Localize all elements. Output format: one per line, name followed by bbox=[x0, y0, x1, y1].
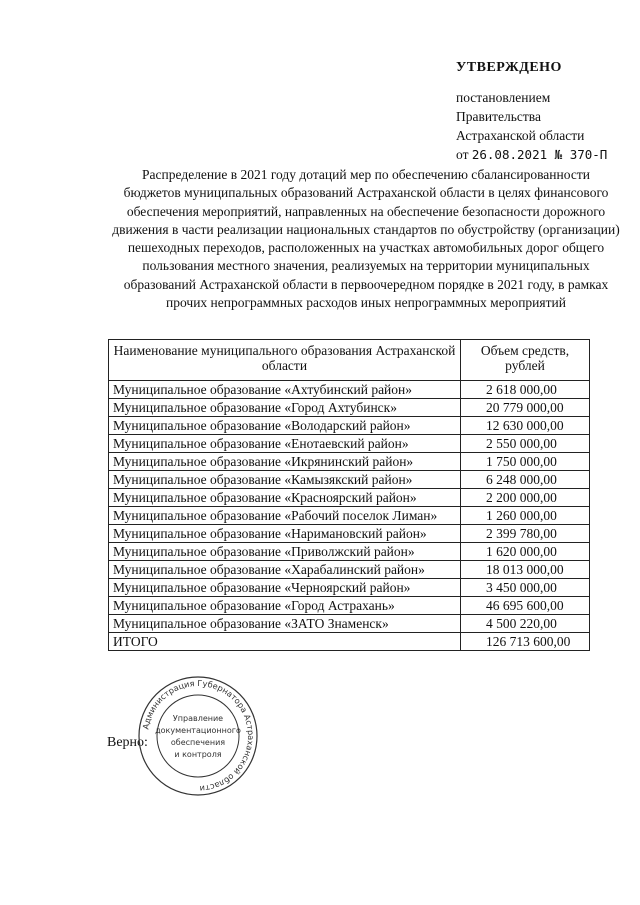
table-row bbox=[109, 561, 590, 579]
row-amount: 6 248 000,00 bbox=[461, 471, 590, 489]
approval-number-sign: № bbox=[547, 147, 570, 162]
row-amount: 20 779 000,00 bbox=[461, 399, 590, 417]
document-title: Распределение в 2021 году дотаций мер по обеспечению сбалансированности бюджетов муниципальных образований Астраханской области в целях финансового обеспечения мероприятий, направленных на обеспечение безопасности дорожного движения в части реализации национальных стандартов по обустройству (организации) пешеходных переходов, расположенных на участках автомобильных дорог общего пользования местного значения, реализуемых на территории муниципальных образований Астраханской области в первоочередном порядке в 2021 году, в рамках прочих непрограммных расходов иных непрограммных мероприятий bbox=[112, 167, 620, 311]
row-amount: 46 695 600,00 bbox=[461, 597, 590, 615]
row-amount: 3 450 000,00 bbox=[461, 579, 590, 597]
approval-number: 370-П bbox=[569, 147, 608, 162]
stamp-seal bbox=[137, 675, 259, 797]
table-row bbox=[109, 597, 590, 615]
row-name: Муниципальное образование «Рабочий поселок Лиман» bbox=[109, 507, 461, 525]
approval-heading: УТВЕРЖДЕНО bbox=[456, 60, 562, 75]
verno-label: Верно: bbox=[107, 735, 148, 750]
stamp-inner-line-3: обеспечения bbox=[170, 738, 226, 747]
table-row bbox=[109, 471, 590, 489]
row-amount: 12 630 000,00 bbox=[461, 417, 590, 435]
row-name: Муниципальное образование «Наримановский район» bbox=[109, 525, 461, 543]
table-row bbox=[109, 525, 590, 543]
approval-block bbox=[456, 58, 607, 164]
stamp-inner-line-2: документационного bbox=[155, 726, 241, 735]
row-amount: 18 013 000,00 bbox=[461, 561, 590, 579]
row-amount: 2 618 000,00 bbox=[461, 381, 590, 399]
row-amount: 2 550 000,00 bbox=[461, 435, 590, 453]
row-name: Муниципальное образование «Харабалинский район» bbox=[109, 561, 461, 579]
approval-date-line bbox=[456, 145, 607, 164]
approval-line-1: постановлением bbox=[456, 90, 551, 105]
row-amount: 1 260 000,00 bbox=[461, 507, 590, 525]
table-row bbox=[109, 453, 590, 471]
total-label: ИТОГО bbox=[109, 633, 461, 651]
row-amount: 1 750 000,00 bbox=[461, 453, 590, 471]
row-amount: 4 500 220,00 bbox=[461, 615, 590, 633]
stamp-inner-line-4: и контроля bbox=[174, 750, 222, 759]
row-name: Муниципальное образование «Город Ахтубинск» bbox=[109, 399, 461, 417]
row-name: Муниципальное образование «Икрянинский район» bbox=[109, 453, 461, 471]
row-name: Муниципальное образование «Красноярский район» bbox=[109, 489, 461, 507]
table-row bbox=[109, 543, 590, 561]
header-amount: Объем средств, рублей bbox=[461, 340, 590, 381]
approval-date: 26.08.2021 bbox=[471, 147, 548, 162]
row-amount: 2 399 780,00 bbox=[461, 525, 590, 543]
row-name: Муниципальное образование «Камызякский район» bbox=[109, 471, 461, 489]
approval-line-2: Правительства bbox=[456, 109, 541, 124]
stamp-ring-text: Администрация Губернатора Астраханской области bbox=[140, 677, 257, 795]
approval-line-3: Астраханской области bbox=[456, 128, 585, 143]
stamp-inner-line-1: Управление bbox=[172, 714, 224, 723]
table-row bbox=[109, 489, 590, 507]
approval-date-prefix: от bbox=[456, 147, 472, 162]
row-amount: 1 620 000,00 bbox=[461, 543, 590, 561]
row-name: Муниципальное образование «ЗАТО Знаменск» bbox=[109, 615, 461, 633]
table-row bbox=[109, 507, 590, 525]
row-name: Муниципальное образование «Город Астрахань» bbox=[109, 597, 461, 615]
total-amount: 126 713 600,00 bbox=[461, 633, 590, 651]
table-header-row bbox=[109, 340, 590, 381]
header-name: Наименование муниципального образования Астраханской области bbox=[109, 340, 461, 381]
table-total-row bbox=[109, 633, 590, 651]
table-row bbox=[109, 579, 590, 597]
row-name: Муниципальное образование «Приволжский район» bbox=[109, 543, 461, 561]
row-amount: 2 200 000,00 bbox=[461, 489, 590, 507]
distribution-table bbox=[108, 339, 590, 651]
table-row bbox=[109, 417, 590, 435]
table-row bbox=[109, 435, 590, 453]
row-name: Муниципальное образование «Володарский район» bbox=[109, 417, 461, 435]
row-name: Муниципальное образование «Ахтубинский район» bbox=[109, 381, 461, 399]
table-row bbox=[109, 615, 590, 633]
row-name: Муниципальное образование «Черноярский район» bbox=[109, 579, 461, 597]
table-body bbox=[109, 381, 590, 651]
table-row bbox=[109, 399, 590, 417]
row-name: Муниципальное образование «Енотаевский район» bbox=[109, 435, 461, 453]
table-row bbox=[109, 381, 590, 399]
